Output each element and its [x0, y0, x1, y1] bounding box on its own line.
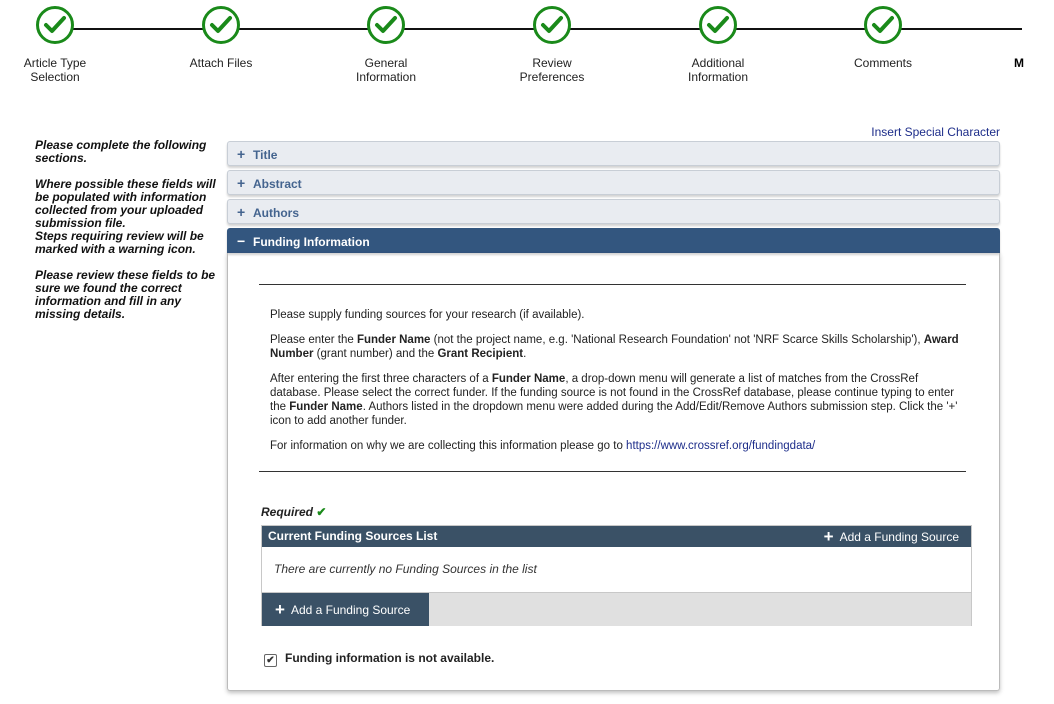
step-label: Information [355, 70, 417, 84]
check-circle-icon [367, 6, 405, 44]
add-funding-source-button[interactable]: + Add a Funding Source [262, 593, 429, 626]
step-next-partial[interactable] [1014, 6, 1054, 70]
funding-paragraph: For information on why we are collecting this information please go to https://www.crossref.org/fundingdata/ [270, 440, 816, 452]
funding-sources-list [261, 525, 972, 626]
check-circle-icon [202, 6, 240, 44]
section-title-header[interactable] [227, 141, 1000, 166]
funding-paragraph: Please enter the Funder Name (not the project name, e.g. 'National Research Foundation' not 'NRF Scarce Skills Scholarship'), Award Number (grant number) and the Grant Recipient. [270, 334, 959, 360]
step-label: M [1014, 56, 1024, 70]
step-label: Information [687, 70, 749, 84]
checkbox-label: Funding information is not available. [285, 651, 495, 665]
check-circle-icon [533, 6, 571, 44]
divider [259, 284, 966, 285]
section-authors-header[interactable] [227, 199, 1000, 224]
step-label: Attach Files [189, 56, 253, 70]
funding-instructions [270, 308, 960, 464]
section-funding-header[interactable] [227, 228, 1000, 253]
instructions-text: Where possible these fields will be populated with information collected from your uploaded submission file. [35, 177, 216, 230]
instructions-text: Please complete the following sections. [35, 138, 207, 165]
checkbox-checked[interactable]: ✔ [264, 654, 277, 667]
step-attach-files[interactable] [161, 6, 281, 70]
check-circle-icon [864, 6, 902, 44]
step-general-information[interactable] [326, 6, 446, 84]
step-label: Review [532, 56, 572, 70]
funding-sources-header [262, 526, 971, 547]
check-icon: ✔ [316, 505, 327, 519]
funding-paragraph: After entering the first three characters of a Funder Name, a drop-down menu will generate a list of matches from the CrossRef database. Please select the correct funder. If the funding source is not found in the CrossRef database, please continue typing to enter the Funder Name. Authors listed in the dropdown menu were added during the Add/Edit/Remove Authors submission step. Click the '+' icon to add another funder. [270, 373, 958, 427]
empty-list-message: There are currently no Funding Sources in the list [262, 547, 971, 593]
list-title: Current Funding Sources List [268, 529, 438, 543]
funding-sources-footer [262, 593, 971, 626]
step-comments[interactable] [823, 6, 943, 70]
step-label: Preferences [519, 70, 585, 84]
instructions-text: Please review these fields to be sure we found the correct information and fill in any missing details. [35, 268, 216, 321]
funding-panel [227, 253, 1000, 691]
submission-sections [227, 141, 1000, 691]
step-label: Article Type [23, 56, 87, 70]
funding-intro: Please supply funding sources for your research (if available). [270, 309, 585, 321]
step-article-type[interactable] [0, 6, 115, 84]
step-label: General [364, 56, 408, 70]
step-label: Selection [30, 70, 80, 84]
plus-icon: + [275, 600, 285, 619]
step-label: Additional [691, 56, 745, 70]
section-label: Abstract [253, 177, 302, 191]
instructions-text: Steps requiring review will be marked with a warning icon. [35, 229, 204, 256]
add-funding-source-header-button[interactable]: + Add a Funding Source [823, 527, 959, 546]
instructions-panel [35, 139, 220, 334]
plus-icon: + [237, 146, 246, 162]
step-review-preferences[interactable] [492, 6, 612, 84]
plus-icon: + [237, 204, 246, 220]
check-circle-icon [36, 6, 74, 44]
section-label: Title [253, 148, 278, 162]
step-additional-information[interactable] [658, 6, 778, 84]
section-label: Funding Information [253, 235, 370, 249]
insert-special-character-link[interactable]: Insert Special Character [871, 125, 1000, 139]
minus-icon: − [237, 233, 246, 249]
section-abstract-header[interactable] [227, 170, 1000, 195]
check-circle-icon [699, 6, 737, 44]
funding-not-available-option[interactable] [264, 651, 494, 667]
required-label: Required ✔ [261, 505, 327, 519]
plus-icon: + [823, 527, 834, 546]
step-label: Comments [853, 56, 912, 70]
plus-icon: + [237, 175, 246, 191]
section-label: Authors [253, 206, 299, 220]
progress-steps [0, 0, 1022, 100]
divider [259, 471, 966, 472]
crossref-link[interactable]: https://www.crossref.org/fundingdata/ [626, 440, 816, 452]
